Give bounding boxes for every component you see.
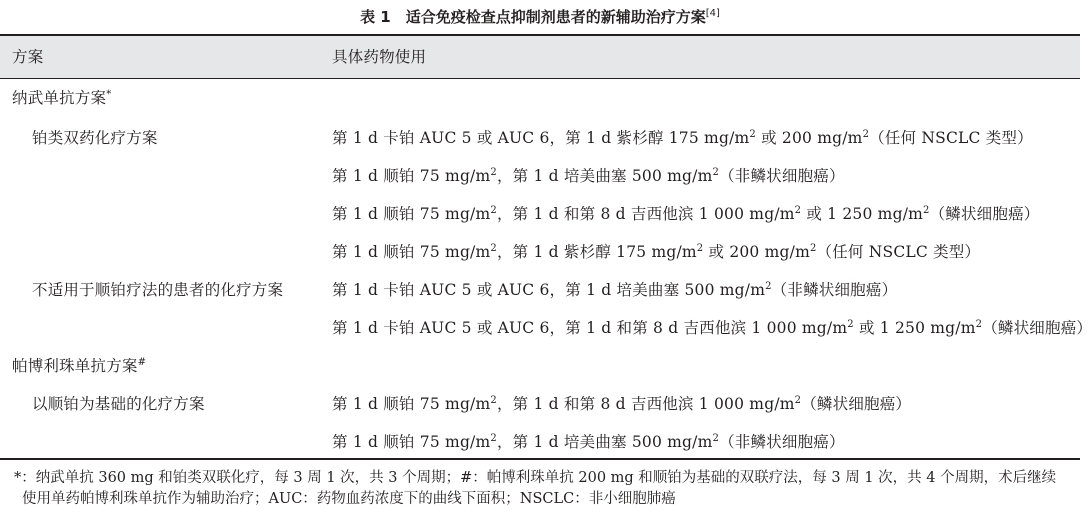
unit-superscript: 2 <box>862 128 870 140</box>
bottom-rule <box>0 458 1080 460</box>
regimen-segment: （任何 NSCLC 类型） <box>816 243 981 261</box>
unit-superscript: 2 <box>765 280 772 292</box>
regimen-segment: ，第 1 d 培美曲塞 500 mg/m <box>496 433 713 451</box>
regimen-segment: 或 1 250 mg/m <box>801 205 924 223</box>
regimen-segment: 或 200 mg/m <box>755 129 863 147</box>
unit-superscript: 2 <box>847 318 854 330</box>
subgroup-label: 以顺铂为基础的化疗方案 <box>32 395 205 413</box>
footnote-mark: # <box>137 356 147 368</box>
regimen-segment: （非鳞状细胞癌） <box>719 433 845 451</box>
regimen-segment: （鳞状细胞癌） <box>929 205 1040 223</box>
regimen-text <box>332 204 1039 224</box>
regimen-segment: 或 1 250 mg/m <box>853 319 976 337</box>
regimen-segment: 第 1 d 顺铂 75 mg/m <box>332 433 491 451</box>
regimen-segment: 第 1 d 顺铂 75 mg/m <box>332 395 491 413</box>
regimen-segment: 第 1 d 卡铂 AUC 5 或 AUC 6，第 1 d 和第 8 d 吉西他滨 1 000 mg/m <box>332 319 848 337</box>
regimen-segment: （鳞状细胞癌） <box>801 395 912 413</box>
group-label-text: 帕博利珠单抗方案 <box>12 357 138 375</box>
unit-superscript: 2 <box>490 432 497 444</box>
regimen-text <box>332 242 980 262</box>
regimen-text <box>332 432 845 452</box>
regimen-text <box>332 166 845 186</box>
unit-superscript: 2 <box>749 128 756 140</box>
regimen-segment: 第 1 d 顺铂 75 mg/m <box>332 167 491 185</box>
unit-superscript: 2 <box>696 242 704 254</box>
regimen-segment: 第 1 d 顺铂 75 mg/m <box>332 243 491 261</box>
table-footnote: *：纳武单抗 360 mg 和铂类双联化疗，每 3 周 1 次，共 3 个周期；#：帕博利珠单抗 200 mg 和顺铂为基础的双联疗法，每 3 周 1 次，共 4 个周期，术后继续使用单药帕博利珠单抗作为辅助治疗；AUC：药物血药浓度下的曲线下面积；NSCLC：非小细胞肺癌 <box>14 470 1057 507</box>
regimen-text <box>332 318 1092 338</box>
group-label <box>12 88 111 108</box>
footnote-mark: * <box>106 88 112 100</box>
regimen-segment: ，第 1 d 紫杉醇 175 mg/m <box>496 243 697 261</box>
unit-superscript: 2 <box>809 242 817 254</box>
regimen-segment: （任何 NSCLC 类型） <box>869 129 1033 147</box>
regimen-segment: （非鳞状细胞癌） <box>719 167 845 185</box>
regimen-segment: ，第 1 d 和第 8 d 吉西他滨 1 000 mg/m <box>496 205 795 223</box>
group-label-text: 纳武单抗方案 <box>12 89 107 107</box>
regimen-text <box>332 128 1033 148</box>
regimen-segment: 第 1 d 卡铂 AUC 5 或 AUC 6，第 1 d 培美曲塞 500 mg/m <box>332 281 766 299</box>
title-reference: [4] <box>705 8 720 19</box>
unit-superscript: 2 <box>490 242 497 254</box>
unit-superscript: 2 <box>712 166 720 178</box>
regimen-segment: 第 1 d 卡铂 AUC 5 或 AUC 6，第 1 d 紫杉醇 175 mg/m <box>332 129 750 147</box>
table-title: 表 1 适合免疫检查点抑制剂患者的新辅助治疗方案[4] <box>360 8 720 26</box>
subgroup-label: 铂类双药化疗方案 <box>32 129 158 147</box>
regimen-segment: 第 1 d 顺铂 75 mg/m <box>332 205 491 223</box>
header-row <box>0 36 1080 78</box>
regimen-segment: 或 200 mg/m <box>703 243 810 261</box>
regimen-text <box>332 280 897 300</box>
unit-superscript: 2 <box>794 394 802 406</box>
unit-superscript: 2 <box>490 166 497 178</box>
unit-superscript: 2 <box>975 318 983 330</box>
unit-superscript: 2 <box>923 204 930 216</box>
unit-superscript: 2 <box>794 204 802 216</box>
unit-superscript: 2 <box>490 394 497 406</box>
regimen-segment: ，第 1 d 和第 8 d 吉西他滨 1 000 mg/m <box>496 395 795 413</box>
column-header-scheme: 方案 <box>12 48 44 66</box>
group-label <box>12 356 146 376</box>
subgroup-label: 不适用于顺铂疗法的患者的化疗方案 <box>32 281 284 299</box>
regimen-text <box>332 394 911 414</box>
regimen-segment: ，第 1 d 培美曲塞 500 mg/m <box>496 167 713 185</box>
regimen-segment: （鳞状细胞癌） <box>982 319 1092 337</box>
column-header-drugs: 具体药物使用 <box>332 48 427 66</box>
regimen-segment: （非鳞状细胞癌） <box>771 281 898 299</box>
header-rule <box>0 78 1080 79</box>
unit-superscript: 2 <box>712 432 720 444</box>
unit-superscript: 2 <box>490 204 497 216</box>
